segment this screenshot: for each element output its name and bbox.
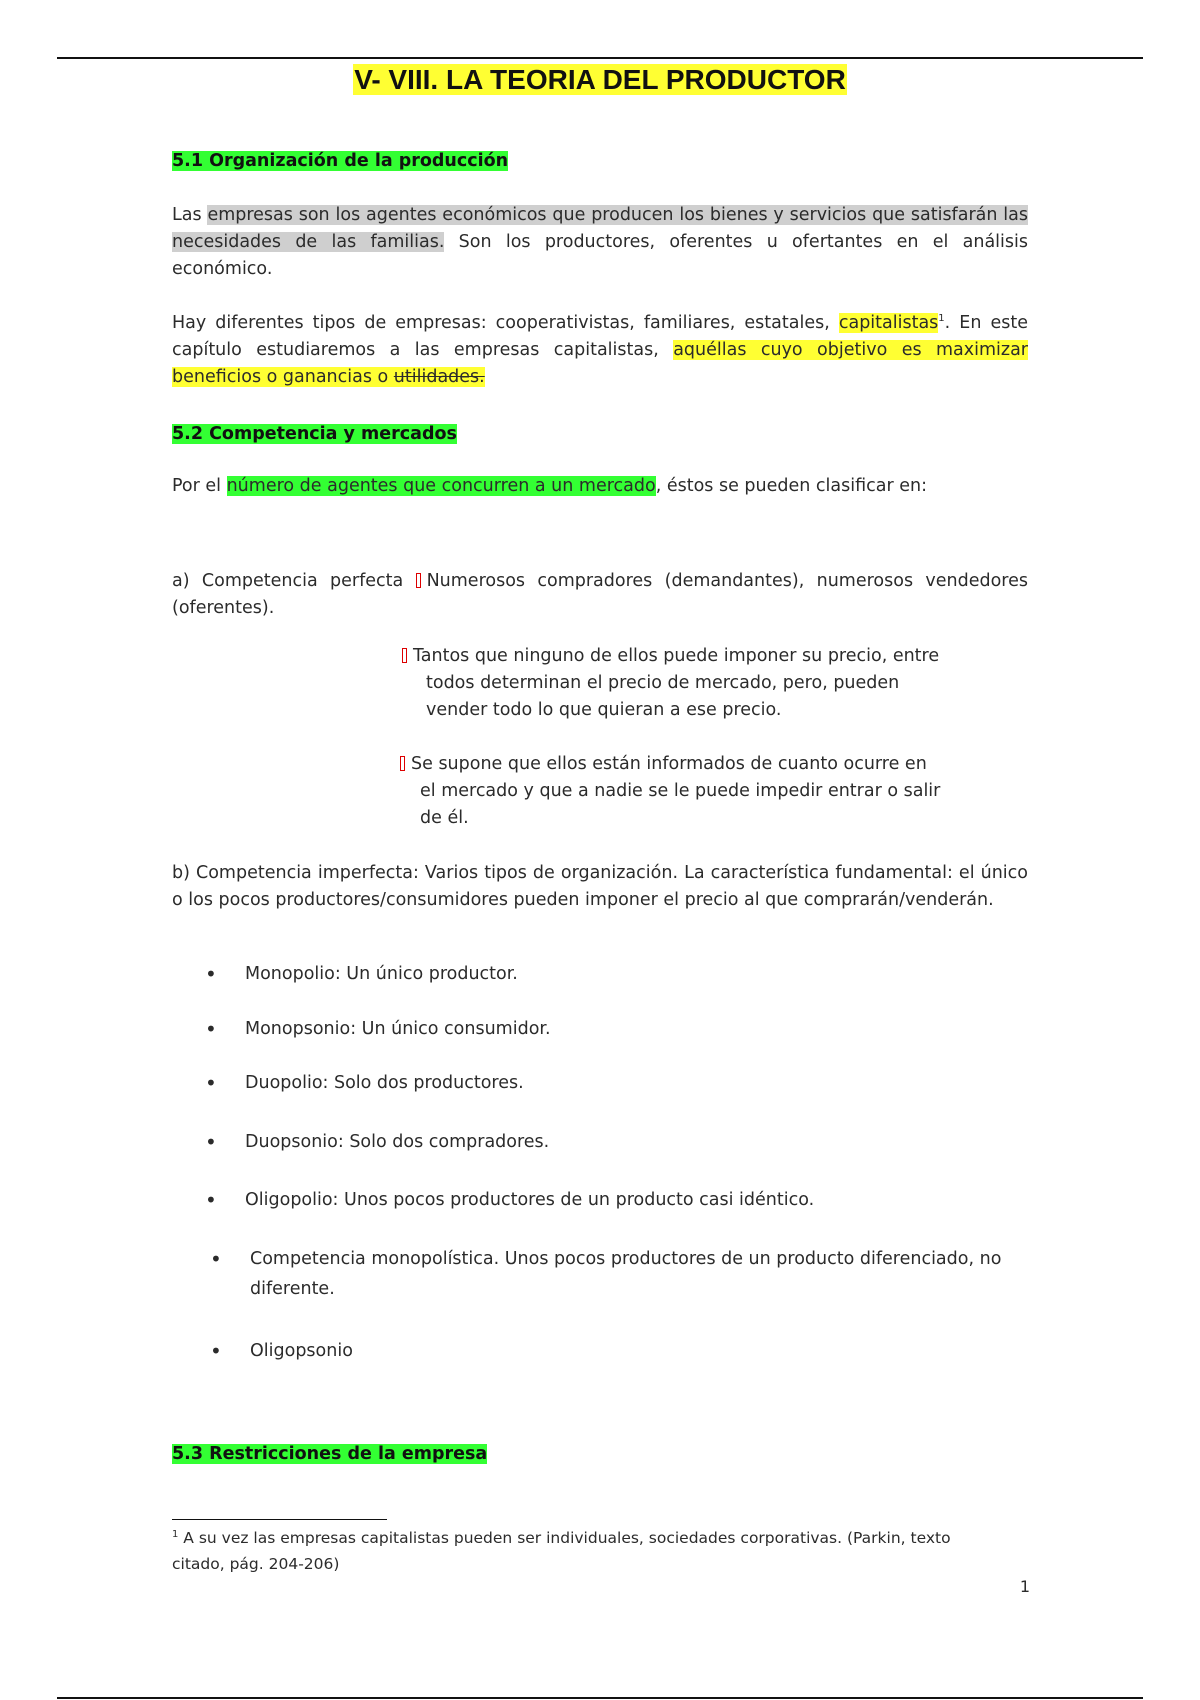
checkbox-marker-icon — [402, 648, 407, 663]
section-heading-5-2: 5.2 Competencia y mercados — [172, 424, 457, 444]
footnote-ref[interactable]: 1 — [938, 313, 945, 325]
top-rule — [57, 57, 1143, 59]
checkbox-marker-icon — [400, 756, 405, 771]
paragraph-competencia-imperfecta: b) Competencia imperfecta: Varios tipos de organización. La característica fundamental: el único o los pocos productores/consumidores pueden imponer el precio al que comprarán/venderán. — [172, 863, 1028, 910]
page-title: V- VIII. LA TEORIA DEL PRODUCTOR — [354, 64, 846, 95]
section-heading-5-1: 5.1 Organización de la producción — [172, 151, 509, 171]
paragraph-competencia-perfecta: a) Competencia perfecta Numerosos compradores (demandantes), numerosos vendedores (oferentes). — [172, 571, 1028, 618]
bottom-rule — [57, 1697, 1143, 1699]
page-number: 1 — [1019, 1577, 1030, 1596]
perfect-item-2: Tantos que ninguno de ellos puede imponer su precio, entre todos determinan el precio de mercado, pero, pueden vender todo lo que quieran a ese precio. — [402, 643, 1002, 724]
section-heading-5-3: 5.3 Restricciones de la empresa — [172, 1444, 488, 1464]
paragraph-tipos-empresas: Hay diferentes tipos de empresas: cooperativistas, familiares, estatales, capitalistas$^1$. En este capítulo estudiaremos a las empresas capitalistas, aquéllas cuyo objetivo es maximizar beneficios o ganancias o utilidades. — [172, 313, 1028, 387]
footnote: $^1$ A su vez las empresas capitalistas pueden ser individuales, sociedades corporativas. (Parkin, texto citado, pág. 204-206) — [172, 1528, 951, 1573]
paragraph-clasificacion: Por el número de agentes que concurren a un mercado, éstos se pueden clasificar en: — [172, 476, 927, 496]
checkbox-marker-icon — [416, 573, 421, 588]
perfect-item-3: Se supone que ellos están informados de cuanto ocurre en el mercado y que a nadie se le puede impedir entrar o salir de él. — [400, 751, 1000, 832]
paragraph-empresas: Las empresas son los agentes económicos que producen los bienes y servicios que satisfarán las necesidades de las familias. Son los productores, oferentes u ofertantes en el análisis económico. — [172, 205, 1029, 279]
footnote-separator — [172, 1519, 387, 1520]
